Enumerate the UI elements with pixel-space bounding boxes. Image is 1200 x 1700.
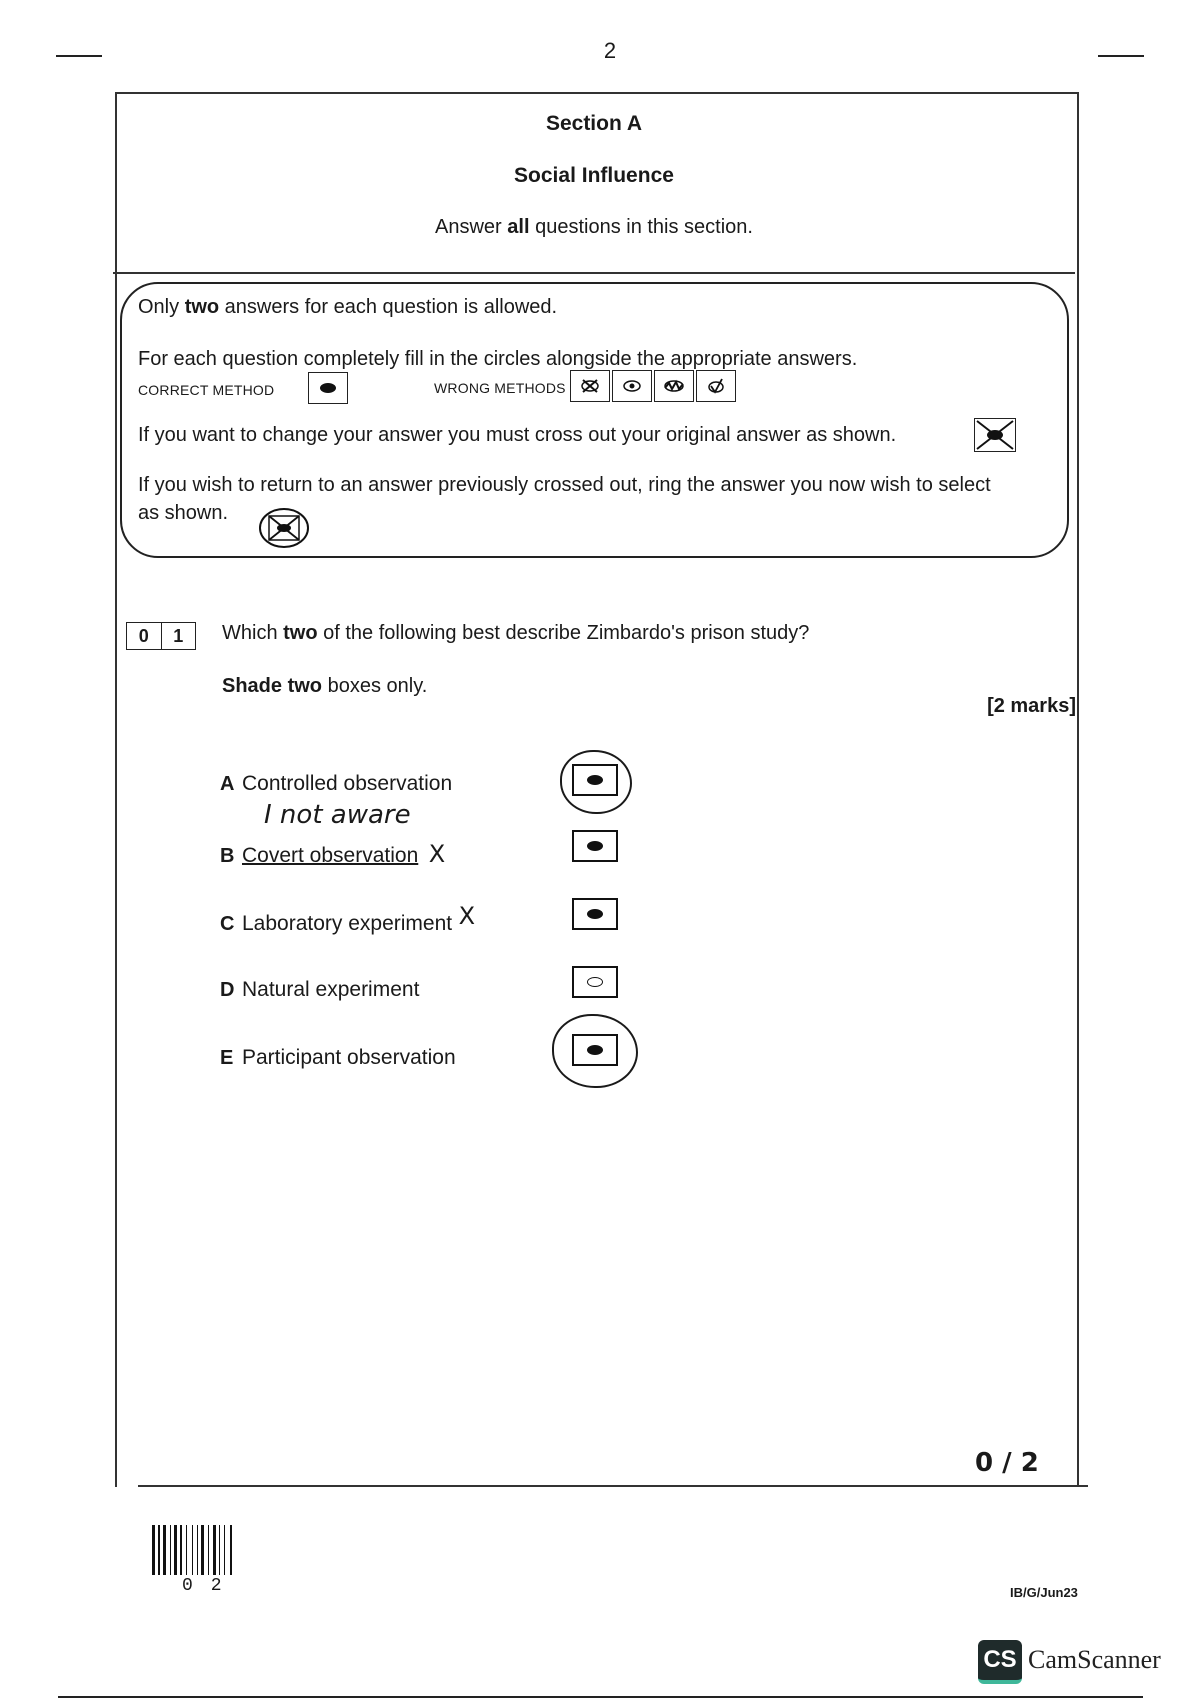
filled-oval-icon	[587, 841, 603, 851]
filled-oval-icon	[587, 1045, 603, 1055]
edge-mark-right	[1098, 55, 1144, 57]
line1-pre: Only	[138, 296, 185, 318]
section-title: Section A	[545, 112, 643, 135]
line1-bold: two	[184, 296, 220, 318]
instruction-pre: Answer	[435, 216, 508, 238]
option-letter: D	[220, 979, 235, 1001]
line1-post: answers for each question is allowed.	[219, 296, 558, 318]
option-label: Laboratory experiment	[242, 912, 453, 935]
option-label: Natural experiment	[242, 978, 420, 1001]
answer-box-d[interactable]	[572, 966, 618, 998]
page-number: 2	[603, 38, 617, 63]
option-letter: A	[220, 773, 235, 795]
section-subtitle: Social Influence	[514, 164, 674, 187]
wrong-methods-label: WRONG METHODS	[434, 380, 566, 396]
ringed-example-icon	[257, 506, 311, 555]
section-instruction	[113, 216, 1075, 239]
question-post: of the following best describe Zimbardo's prison study?	[317, 622, 810, 644]
wrong-method-cross-icon	[570, 370, 610, 402]
answer-box-b[interactable]	[572, 830, 618, 862]
shade-pre: Shade	[222, 675, 288, 697]
option-label: Participant observation	[242, 1046, 456, 1069]
instruction-bold: all	[507, 216, 530, 238]
option-c	[220, 902, 476, 936]
shade-bold: two	[287, 675, 323, 697]
crossed-out-example-icon	[974, 418, 1016, 452]
answer-box-a[interactable]	[572, 764, 618, 796]
barcode-number: 02	[182, 1576, 240, 1596]
instruction-return-answer: If you wish to return to an answer previously crossed out, ring the answer you now wish to select	[138, 474, 991, 496]
cross-mark: X	[458, 902, 476, 930]
filled-oval-icon	[587, 775, 603, 785]
wrong-method-scribble-icon	[654, 370, 694, 402]
filled-oval-icon	[587, 909, 603, 919]
option-e	[220, 1046, 456, 1070]
option-letter: B	[220, 845, 235, 867]
handwritten-note: I not aware	[264, 800, 411, 830]
wrong-method-dot-icon	[612, 370, 652, 402]
wrong-method-tick-icon	[696, 370, 736, 402]
question-number-digit: 0	[138, 625, 149, 646]
question-bold: two	[283, 622, 318, 644]
option-label: Controlled observation	[242, 772, 453, 795]
shade-post: boxes only.	[322, 675, 428, 697]
instruction-change-answer: If you want to change your answer you must cross out your original answer as shown.	[138, 424, 897, 446]
option-a	[220, 772, 452, 796]
frame-bottom-edge	[138, 1485, 1088, 1487]
question-number-digit: 1	[161, 623, 196, 649]
correct-method-label: CORRECT METHOD	[138, 382, 275, 398]
barcode-icon	[152, 1525, 262, 1575]
section-header	[113, 92, 1075, 274]
option-label: Covert observation	[242, 844, 419, 867]
filled-oval-icon	[320, 383, 336, 393]
correct-method-example	[308, 372, 348, 404]
empty-oval-icon	[587, 977, 603, 987]
instruction-post: questions in this section.	[529, 216, 753, 238]
score-mark: 0 / 2	[975, 1448, 1039, 1478]
instruction-fill-circles: For each question completely fill in the circles alongside the appropriate answers.	[138, 348, 858, 370]
option-d	[220, 978, 419, 1002]
shade-instruction	[222, 675, 427, 698]
question-number-box	[126, 622, 196, 650]
option-b	[220, 840, 445, 868]
option-letter: C	[220, 913, 235, 935]
instruction-two-answers	[138, 296, 557, 319]
bottom-rule	[58, 1696, 1143, 1698]
answer-instructions-box	[120, 282, 1069, 558]
question-text	[222, 622, 809, 645]
answer-box-e[interactable]	[572, 1034, 618, 1066]
question-pre: Which	[222, 622, 284, 644]
instruction-as-shown: as shown.	[138, 502, 229, 524]
option-letter: E	[220, 1047, 234, 1069]
camscanner-logo-icon: CS	[978, 1640, 1022, 1684]
paper-code: IB/G/Jun23	[1010, 1585, 1078, 1600]
answer-box-c[interactable]	[572, 898, 618, 930]
camscanner-brand: CamScanner	[1028, 1645, 1161, 1674]
edge-mark-left	[56, 55, 102, 57]
marks-label: [2 marks]	[987, 695, 1076, 717]
cross-mark: X	[428, 840, 446, 868]
